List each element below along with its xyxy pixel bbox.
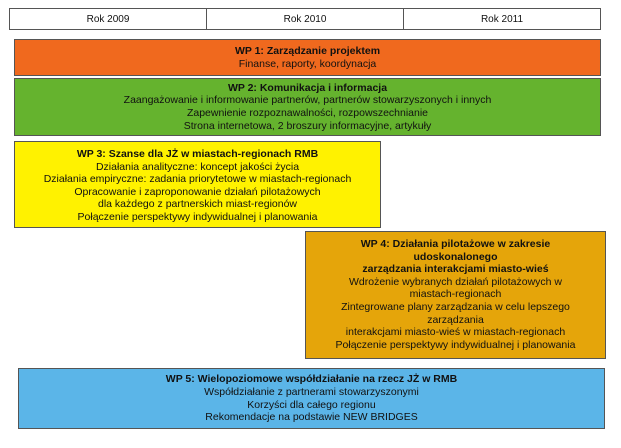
wp4-box (305, 231, 606, 359)
wp4-title: WP 4: Działania pilotażowe w zakresie (360, 238, 551, 250)
wp5-line: Współdziałanie z partnerami stowarzyszonymi (204, 385, 419, 398)
wp1-title: WP 1: Zarządzanie projektem (234, 44, 381, 57)
wp4-line: miastach-regionach (409, 288, 502, 301)
wp3-line: Działania analityczne: koncept jakości życia (95, 160, 300, 173)
wp3-line: Połączenie perspektywy indywidualnej i planowania (77, 210, 318, 223)
wp4-line: Zintegrowane plany zarządzania w celu lepszego (341, 300, 570, 313)
wp1-line: Finanse, raporty, koordynacja (238, 57, 377, 70)
wp3-line: Opracowanie i zaproponowanie działań pilotażowych (74, 185, 321, 198)
wp5-title: WP 5: Wielopoziomowe współdziałanie na rzecz JŻ w RMB (165, 373, 458, 386)
wp3-title: WP 3: Szanse dla JŻ w miastach-regionach RMB (76, 148, 319, 160)
wp4-line: Wdrożenie wybranych działań pilotażowych w (348, 275, 562, 288)
timeline-header (9, 8, 601, 30)
wp3-line: Działania empiryczne: zadania priorytetowe w miastach-regionach (43, 173, 352, 186)
wp2-line: Zapewnienie rozpoznawalności, rozpowszechnianie (186, 107, 429, 119)
wp4-line: interakcjami miasto-wieś w miastach-regionach (345, 326, 566, 339)
wp4-line: Połączenie perspektywy indywidualnej i planowania (335, 338, 576, 351)
wp4-line: zarządzania (427, 313, 484, 326)
wp5-line: Rekomendacje na podstawie NEW BRIDGES (205, 411, 418, 424)
wp4-title: udoskonalonego (413, 250, 498, 263)
wp2-box (14, 78, 601, 136)
wp5-box (18, 368, 605, 429)
wp3-box (14, 141, 381, 228)
year-2010: Rok 2010 (207, 9, 404, 29)
wp4-title: zarządzania interakcjami miasto-wieś (362, 263, 549, 276)
wp5-line: Korzyści dla całego regionu (247, 398, 376, 411)
wp3-line: dla każdego z partnerskich miast-regionów (97, 198, 297, 211)
wp1-box (14, 39, 601, 76)
year-2011: Rok 2011 (480, 13, 524, 25)
wp2-line: Strona internetowa, 2 broszury informacyjne, artykuły (183, 119, 432, 132)
year-2009: Rok 2009 (10, 9, 207, 29)
wp2-title: WP 2: Komunikacja i informacja (227, 81, 388, 94)
wp2-line: Zaangażowanie i informowanie partnerów, partnerów stowarzyszonych i innych (123, 94, 492, 107)
